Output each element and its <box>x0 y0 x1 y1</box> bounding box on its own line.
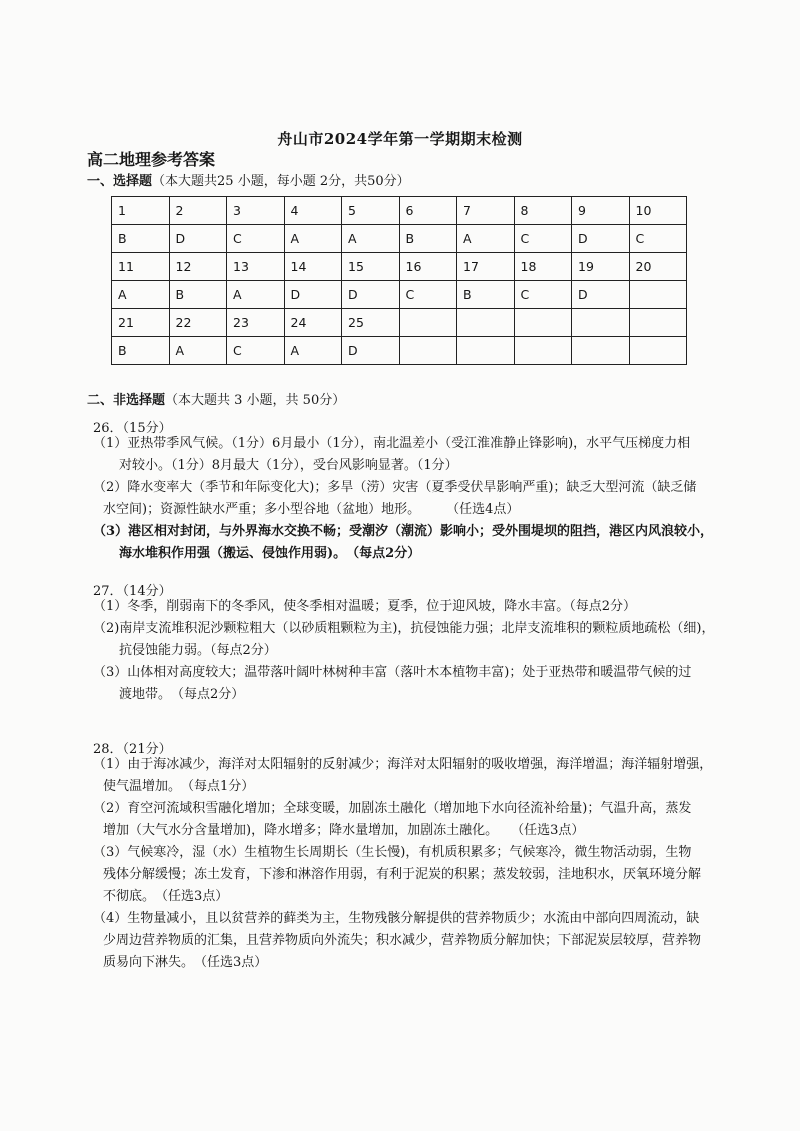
answer-cell <box>399 337 457 365</box>
q28-p3-line2: 残体分解缓慢；冻土发育，下渗和淋溶作用弱，有利于泥炭的积累；蒸发较弱，洼地积水，厌氧环境分解 <box>103 867 702 882</box>
q28-p2-line2: 增加（大气水分含量增加)，降水增多；降水量增加，加剧冻土融化。 （任选3点） <box>103 823 585 838</box>
q28-p4-line3: 质易向下淋失。 （任选3点） <box>103 955 268 970</box>
answer-cell: B <box>399 225 457 253</box>
q26-p3-line1: （3）港区相对封闭，与外界海水交换不畅；受潮汐（潮流）影响小；受外围堤坝的阻挡，港区内风浪较小， <box>93 524 714 539</box>
document-subtitle: 高二地理参考答案 <box>87 150 216 169</box>
question-number-cell: 25 <box>342 309 400 337</box>
answer-cell: A <box>284 225 342 253</box>
answer-cell: A <box>284 337 342 365</box>
q27-part2 <box>93 618 713 662</box>
question-number-cell <box>399 309 457 337</box>
question-number-cell <box>457 309 515 337</box>
question-number-cell: 21 <box>112 309 170 337</box>
answer-cell: C <box>227 337 285 365</box>
q26-part3 <box>93 521 713 565</box>
question-number-cell: 16 <box>399 253 457 281</box>
question-number-cell: 1 <box>112 197 170 225</box>
answer-cell: A <box>342 225 400 253</box>
section2-label: 二、非选择题 <box>87 393 166 408</box>
q28-p1-line1: （1）由于海冰减少，海洋对太阳辐射的反射减少；海洋对太阳辐射的吸收增强，海洋增温；海洋辐射增强， <box>93 757 713 772</box>
q28-p2-line1: （2）育空河流域积雪融化增加；全球变暖，加剧冻土融化（增加地下水向径流补给量)；气温升高，蒸发 <box>93 801 692 816</box>
answer-cell: C <box>399 281 457 309</box>
question-number-cell: 18 <box>514 253 572 281</box>
answer-row <box>112 337 687 365</box>
q27-p3-line1: （3）山体相对高度较大；温带落叶阔叶林树种丰富（落叶木本植物丰富)；处于亚热带和暖温带气候的过 <box>93 665 692 680</box>
question-number-cell: 23 <box>227 309 285 337</box>
section1-label: 一、选择题 <box>87 174 153 189</box>
q28-heading: 28．（21分） <box>93 742 172 757</box>
answer-cell: B <box>112 225 170 253</box>
question-number-cell: 9 <box>572 197 630 225</box>
question-number-cell: 14 <box>284 253 342 281</box>
q27-heading: 27．（14分） <box>93 584 172 599</box>
section2-note: （本大题共 3 小题，共 50分） <box>165 393 346 408</box>
answer-cell: C <box>629 225 687 253</box>
question-number-cell <box>514 309 572 337</box>
question-number-cell: 4 <box>284 197 342 225</box>
answer-cell: A <box>112 281 170 309</box>
question-number-cell: 6 <box>399 197 457 225</box>
q28-part4 <box>93 908 713 974</box>
q26-part1 <box>93 433 713 477</box>
section1-heading <box>87 170 410 189</box>
question-number-cell: 8 <box>514 197 572 225</box>
answer-cell: C <box>227 225 285 253</box>
answer-row <box>112 225 687 253</box>
answer-cell: A <box>457 225 515 253</box>
question-number-cell: 15 <box>342 253 400 281</box>
question-number-cell: 11 <box>112 253 170 281</box>
answer-row <box>112 281 687 309</box>
answer-cell: B <box>112 337 170 365</box>
q26-p3-line2: 海水堆积作用强（搬运、侵蚀作用弱)。 （每点2分） <box>119 546 421 561</box>
q26-p1-line2: 对较小。（1分）8月最大（1分），受台风影响显著。（1分） <box>119 458 458 473</box>
section2-heading <box>87 389 345 408</box>
question-number-cell <box>572 309 630 337</box>
answer-cell <box>572 337 630 365</box>
q28-p3-line1: （3）气候寒冷，湿（水）生植物生长周期长（生长慢)，有机质积累多；气候寒冷，微生物活动弱，生物 <box>93 845 692 860</box>
question-number-cell: 3 <box>227 197 285 225</box>
answer-cell: D <box>342 337 400 365</box>
answer-cell: D <box>572 281 630 309</box>
question-number-cell: 17 <box>457 253 515 281</box>
q26-p2-line1: （2）降水变率大（季节和年际变化大)；多旱（涝）灾害（夏季受伏旱影响严重)；缺乏大型河流（缺乏储 <box>93 480 697 495</box>
question-number-cell: 19 <box>572 253 630 281</box>
q26-part2 <box>93 477 713 521</box>
answer-cell: B <box>457 281 515 309</box>
question-number-cell: 20 <box>629 253 687 281</box>
question-number-row <box>112 309 687 337</box>
q27-p2-line1: （2)南岸支流堆积泥沙颗粒粗大（以砂质粗颗粒为主)，抗侵蚀能力强；北岸支流堆积的颗粒质地疏松（细)， <box>93 621 715 636</box>
answer-cell <box>457 337 515 365</box>
question-number-cell: 2 <box>169 197 227 225</box>
question-number-row <box>112 197 687 225</box>
q27-p2-line2: 抗侵蚀能力弱。（每点2分） <box>119 643 277 658</box>
q26-p2-line2: 水空间)；资源性缺水严重；多小型谷地（盆地）地形。 （任选4点） <box>103 502 520 517</box>
answer-cell: D <box>572 225 630 253</box>
question-number-cell <box>629 309 687 337</box>
answer-cell: C <box>514 225 572 253</box>
q28-p1-line2: 使气温增加。 （每点1分） <box>103 779 255 794</box>
q27-part1 <box>93 596 713 618</box>
answer-cell: C <box>514 281 572 309</box>
q28-p4-line2: 少周边营养物质的汇集，且营养物质向外流失；积水减少，营养物质分解加快；下部泥炭层较厚，营养物 <box>103 933 702 948</box>
answer-cell <box>629 337 687 365</box>
answer-cell: B <box>169 281 227 309</box>
q26-heading: 26．（15分） <box>93 421 172 436</box>
answer-cell: D <box>342 281 400 309</box>
question-number-cell: 24 <box>284 309 342 337</box>
q27-p3-line2: 渡地带。 （每点2分） <box>119 687 245 702</box>
question-number-cell: 12 <box>169 253 227 281</box>
answer-cell <box>514 337 572 365</box>
q28-p4-line1: （4）生物量减小，且以贫营养的藓类为主，生物残骸分解提供的营养物质少；水流由中部向四周流动，缺 <box>93 911 700 926</box>
q28-part1 <box>93 754 713 798</box>
question-number-row <box>112 253 687 281</box>
q28-p3-line3: 不彻底。 （任选3点） <box>103 889 229 904</box>
answer-cell: A <box>169 337 227 365</box>
question-number-cell: 22 <box>169 309 227 337</box>
q27-part3 <box>93 662 713 706</box>
q27-p1-line1: （1）冬季，削弱南下的冬季风，使冬季相对温暖；夏季，位于迎风坡，降水丰富。（每点2分） <box>93 599 637 614</box>
q28-part3 <box>93 842 713 908</box>
question-number-cell: 10 <box>629 197 687 225</box>
document-title: 舟山市2024学年第一学期期末检测 <box>277 130 523 148</box>
answer-cell: A <box>227 281 285 309</box>
q28-part2 <box>93 798 713 842</box>
answer-cell <box>629 281 687 309</box>
q26-p1-line1: （1）亚热带季风气候。（1分）6月最小（1分），南北温差小（受江淮准静止锋影响)，水平气压梯度力相 <box>93 436 691 451</box>
question-number-cell: 13 <box>227 253 285 281</box>
section1-note: （本大题共25 小题，每小题 2分，共50分） <box>152 174 410 189</box>
multiple-choice-answer-table <box>111 196 687 365</box>
answer-cell: D <box>284 281 342 309</box>
question-number-cell: 7 <box>457 197 515 225</box>
answer-cell: D <box>169 225 227 253</box>
question-number-cell: 5 <box>342 197 400 225</box>
